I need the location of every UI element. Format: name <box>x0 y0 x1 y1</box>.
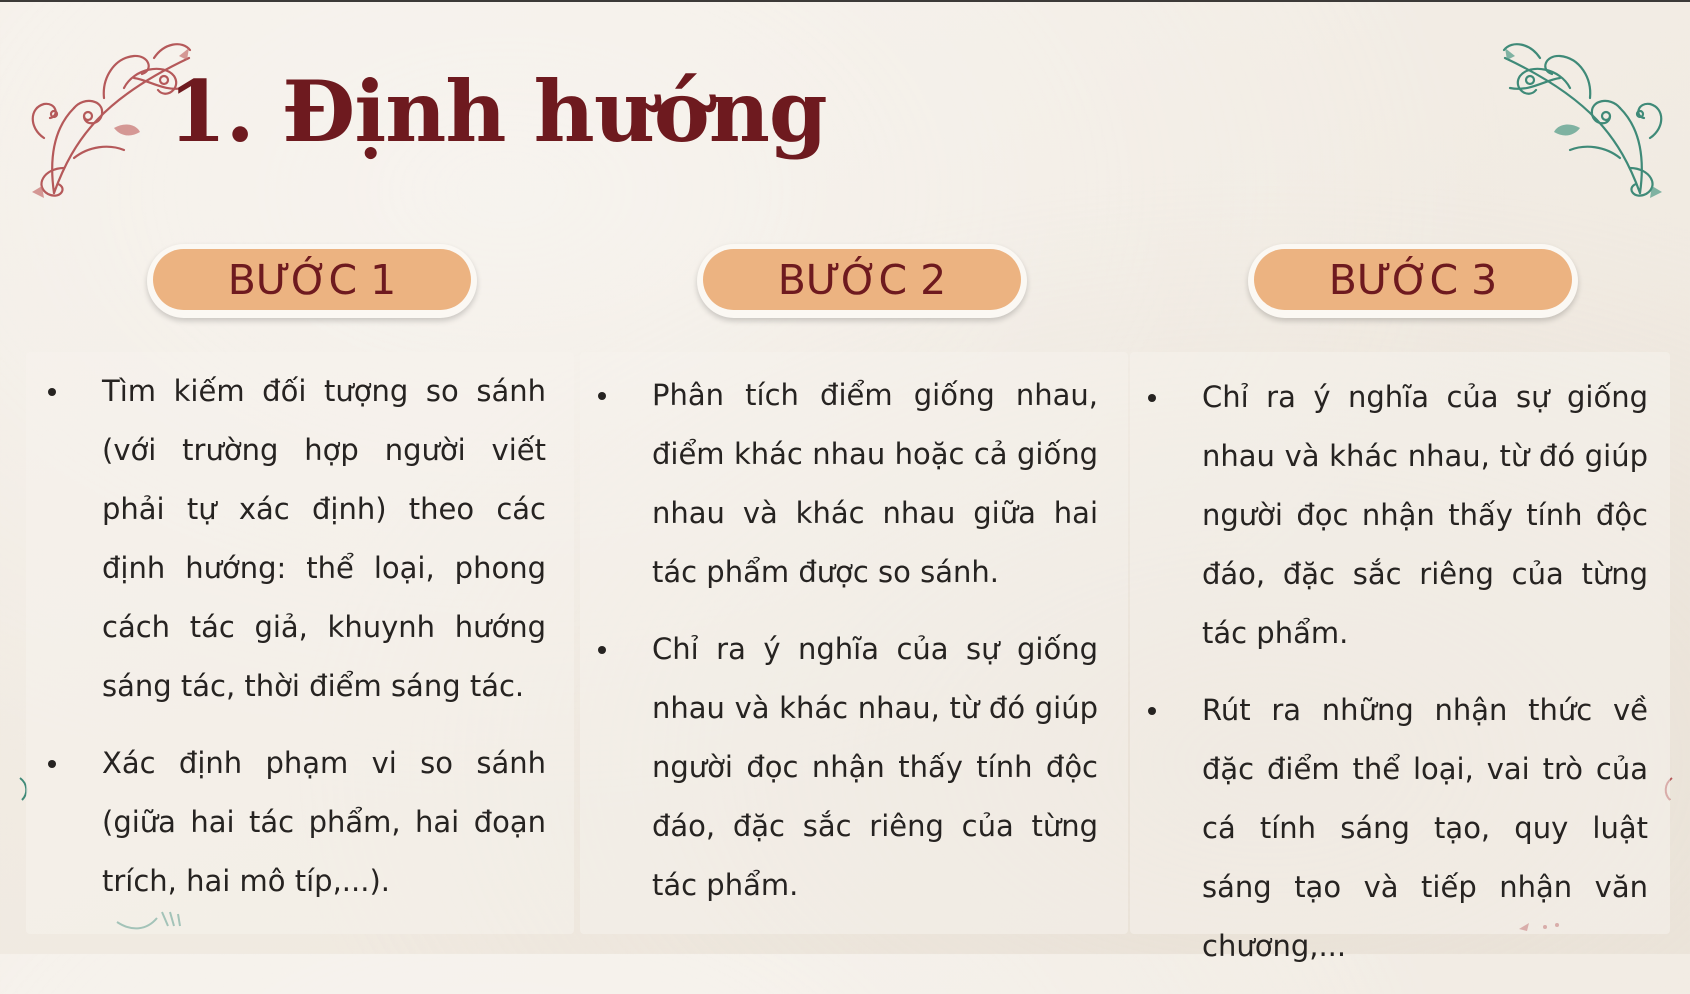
bullet-dot-icon <box>1148 707 1156 715</box>
bullet-text: Phân tích điểm giống nhau, điểm khác nhau hoặc cả giống nhau và khác nhau giữa hai tác phẩm được so sánh. <box>652 378 1098 589</box>
bullet-text: Xác định phạm vi so sánh (giữa hai tác phẩm, hai đoạn trích, hai mô típ,...). <box>102 746 546 898</box>
step-2-pill[interactable] <box>697 244 1027 318</box>
list-item <box>34 362 546 716</box>
top-border-line <box>0 0 1690 2</box>
bullet-dot-icon <box>48 760 56 768</box>
bullet-dot-icon <box>598 392 606 400</box>
step-3-pill[interactable] <box>1248 244 1578 318</box>
step-1-bullet-list <box>34 362 546 929</box>
bullet-text: Chỉ ra ý nghĩa của sự giống nhau và khác nhau, từ đó giúp người đọc nhận thấy tính độc đáo, đặc sắc riêng của từng tác phẩm. <box>1202 380 1648 650</box>
list-item <box>584 366 1098 602</box>
list-item <box>1134 681 1648 976</box>
bullet-text: Tìm kiếm đối tượng so sánh (với trường hợp người viết phải tự xác định) theo các định hướng: thể loại, phong cách tác giả, khuynh hướng sáng tác, thời điểm sáng tác. <box>102 374 546 703</box>
bullet-dot-icon <box>48 388 56 396</box>
bullet-dot-icon <box>1148 394 1156 402</box>
list-item <box>584 620 1098 915</box>
step-3-label[interactable]: BƯỚC 3 <box>1254 249 1572 310</box>
list-item <box>1134 368 1648 663</box>
step-1-pill[interactable] <box>147 244 477 318</box>
bullet-dot-icon <box>598 646 606 654</box>
teal-floral-swirl-icon <box>1490 18 1680 208</box>
step-3-bullet-list <box>1134 368 1648 994</box>
step-2-label[interactable]: BƯỚC 2 <box>703 249 1021 310</box>
bullet-text: Rút ra những nhận thức về đặc điểm thể loại, vai trò của cá tính sáng tạo, quy luật sáng tạo và tiếp nhận văn chương,... <box>1202 693 1648 963</box>
list-item <box>34 734 546 911</box>
step-1-label[interactable]: BƯỚC 1 <box>153 249 471 310</box>
page-title: 1. Định hướng <box>168 62 827 161</box>
bullet-text: Chỉ ra ý nghĩa của sự giống nhau và khác nhau, từ đó giúp người đọc nhận thấy tính độc đáo, đặc sắc riêng của từng tác phẩm. <box>652 632 1098 902</box>
step-2-bullet-list <box>584 366 1098 933</box>
